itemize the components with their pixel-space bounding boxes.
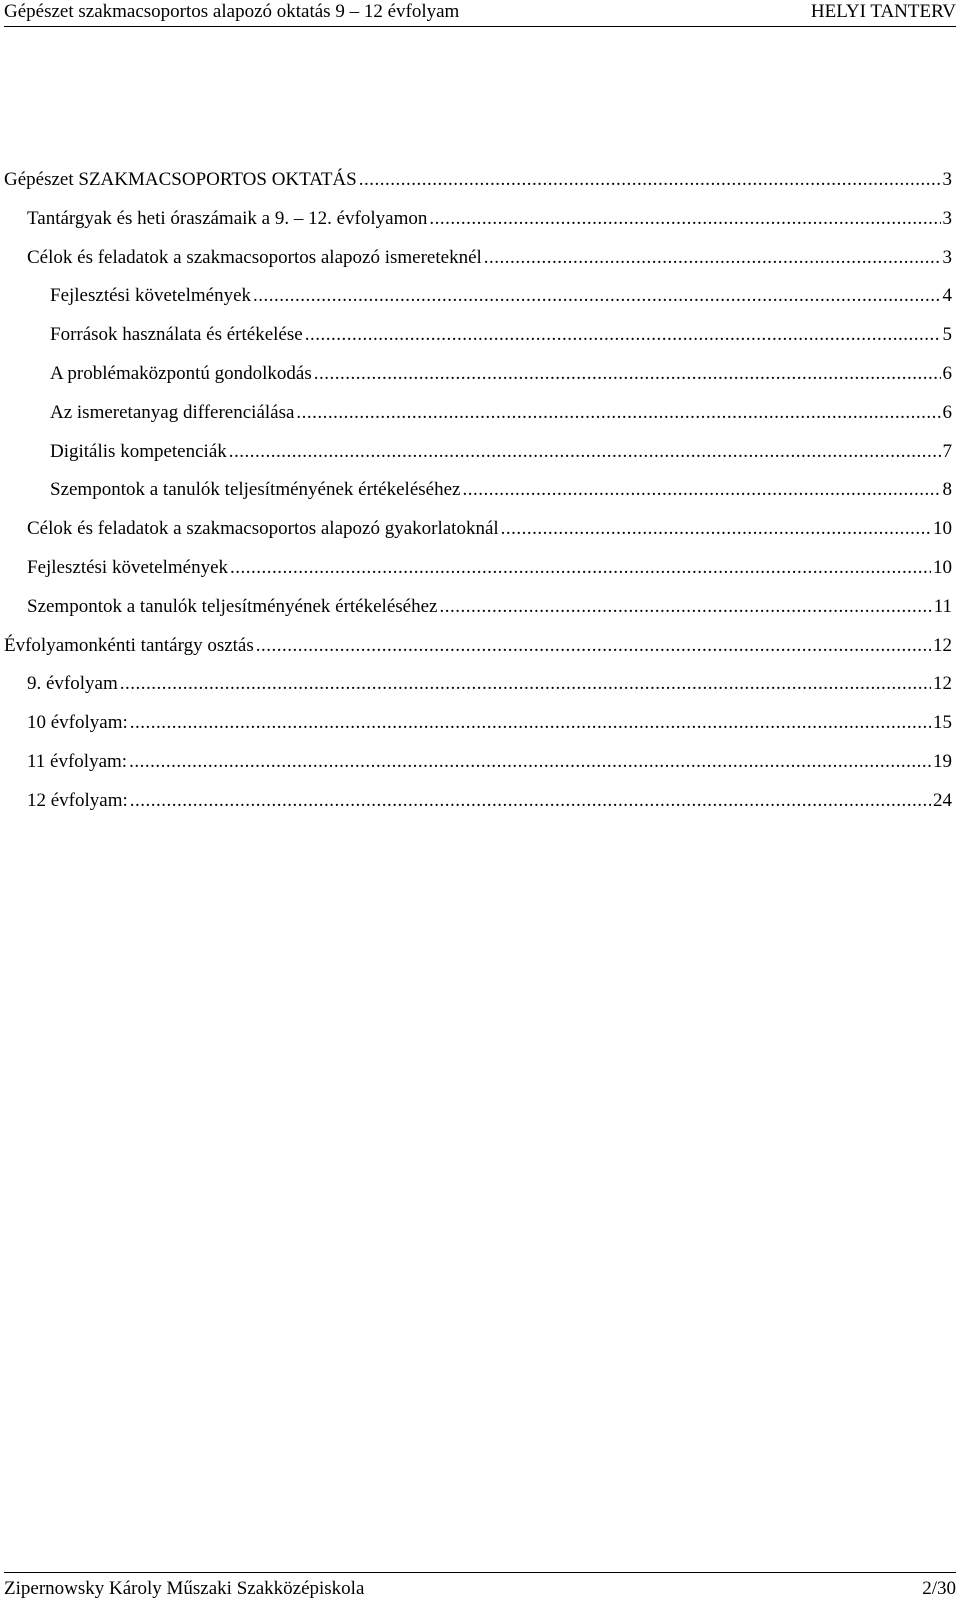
toc-dot-leader [501, 517, 931, 541]
toc-entry-page: 5 [942, 324, 952, 346]
toc-entry-label: Célok és feladatok a szakmacsoportos alapozó ismereteknél [27, 246, 482, 268]
toc-entry-label: Gépészet SZAKMACSOPORTOS OKTATÁS [4, 169, 357, 190]
toc-entry[interactable] [4, 284, 952, 323]
toc-entry-label: Források használata és értékelése [50, 324, 303, 346]
toc-entry-page: 3 [942, 207, 952, 229]
page-number: 2/30 [922, 1578, 956, 1599]
toc-dot-leader [462, 478, 940, 502]
toc-entry-page: 6 [942, 401, 952, 423]
toc-entry-page: 19 [933, 750, 952, 772]
toc-entry[interactable] [4, 711, 952, 750]
header-doc-type: HELYI TANTERV [810, 1, 956, 22]
toc-entry[interactable] [4, 750, 952, 789]
toc-entry-label: Fejlesztési követelmények [27, 556, 229, 578]
toc-entry-label: Fejlesztési követelmények [50, 285, 252, 307]
toc-entry[interactable] [4, 207, 952, 246]
toc-entry-label: Szempontok a tanulók teljesítményének értékeléséhez [50, 479, 461, 501]
toc-dot-leader [296, 401, 940, 425]
header-title: Gépészet szakmacsoportos alapozó oktatás 9 – 12 évfolyam [4, 1, 460, 22]
toc-entry-page: 7 [942, 440, 952, 462]
toc-dot-leader [314, 362, 941, 386]
toc-entry-page: 3 [942, 246, 952, 268]
toc-entry[interactable] [4, 595, 952, 634]
toc-entry[interactable] [4, 672, 952, 711]
toc-entry-page: 3 [942, 169, 952, 190]
toc-entry-label: Digitális kompetenciák [50, 440, 227, 462]
toc-entry-label: Szempontok a tanulók teljesítményének értékeléséhez [27, 595, 438, 617]
toc-dot-leader [429, 207, 940, 231]
toc-dot-leader [359, 168, 941, 192]
toc-entry-page: 6 [942, 362, 952, 384]
toc-entry-page: 11 [933, 595, 952, 617]
toc-entry[interactable] [4, 401, 952, 440]
toc-dot-leader [484, 246, 941, 270]
toc-entry-label: A problémaközpontú gondolkodás [50, 362, 312, 384]
page-footer [4, 1572, 956, 1603]
toc-dot-leader [130, 711, 931, 735]
toc-entry-label: Az ismeretanyag differenciálása [50, 401, 295, 423]
toc-entry-label: Tantárgyak és heti óraszámaik a 9. – 12. évfolyamon [27, 207, 428, 229]
toc-dot-leader [130, 789, 931, 813]
toc-entry[interactable] [4, 168, 952, 207]
table-of-contents [4, 168, 952, 828]
toc-entry-page: 10 [933, 556, 952, 578]
toc-entry-page: 12 [933, 673, 952, 695]
toc-entry-label: Célok és feladatok a szakmacsoportos alapozó gyakorlatoknál [27, 518, 499, 540]
toc-entry[interactable] [4, 556, 952, 595]
toc-entry-page: 4 [942, 285, 952, 307]
toc-dot-leader [305, 323, 941, 347]
toc-entry-page: 15 [933, 712, 952, 734]
page-header [4, 0, 956, 27]
toc-entry[interactable] [4, 634, 952, 673]
toc-entry-label: 12 évfolyam: [27, 789, 128, 811]
toc-dot-leader [230, 556, 931, 580]
toc-dot-leader [120, 672, 931, 696]
toc-dot-leader [439, 595, 931, 619]
toc-entry[interactable] [4, 478, 952, 517]
toc-entry-page: 12 [933, 634, 952, 656]
toc-entry-label: 10 évfolyam: [27, 712, 128, 734]
toc-entry[interactable] [4, 246, 952, 285]
toc-entry-page: 8 [942, 479, 952, 501]
footer-school-name: Zipernowsky Károly Műszaki Szakközépiskola [4, 1578, 365, 1599]
toc-entry[interactable] [4, 517, 952, 556]
toc-entry-label: Évfolyamonkénti tantárgy osztás [4, 634, 254, 656]
toc-entry-label: 11 évfolyam: [27, 750, 128, 772]
toc-entry[interactable] [4, 362, 952, 401]
toc-entry[interactable] [4, 440, 952, 479]
toc-dot-leader [229, 440, 941, 464]
toc-entry[interactable] [4, 789, 952, 828]
toc-dot-leader [256, 634, 931, 658]
toc-dot-leader [253, 284, 940, 308]
toc-entry-label: 9. évfolyam [27, 673, 118, 695]
toc-dot-leader [129, 750, 931, 774]
toc-entry-page: 24 [933, 789, 952, 811]
toc-entry-page: 10 [933, 518, 952, 540]
toc-entry[interactable] [4, 323, 952, 362]
